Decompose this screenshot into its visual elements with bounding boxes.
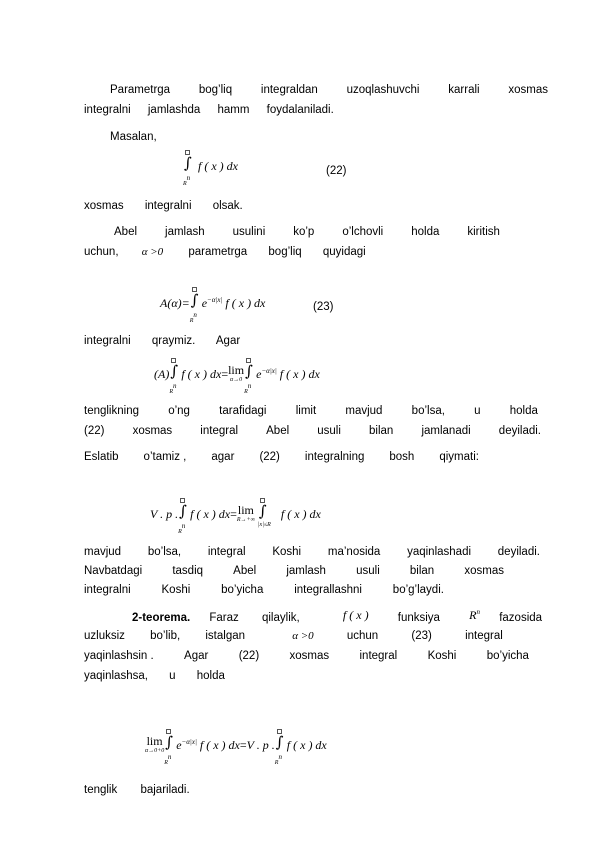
word: u (169, 670, 176, 682)
word: qraymiz. (151, 335, 196, 347)
word: Abel (233, 565, 257, 577)
alpha-condition: α >0 (141, 246, 164, 258)
word: uzoqlashuvchi (346, 84, 420, 96)
limit-operator: lim α→0+0 (145, 734, 165, 754)
equation-abel-limit: (A) ∫ $R^n$ f ( x ) dx=lim α→0 ∫ $R^n$ $e^{-\alpha|x|}$ f ( x ) dx (154, 358, 320, 392)
word: qilaylik, (261, 612, 300, 624)
paragraph-3-line-2 (84, 246, 366, 258)
word: tenglik (84, 784, 118, 796)
exponent: −α|x| (207, 295, 223, 304)
alpha-condition: α >0 (292, 630, 314, 642)
word: integralning (304, 451, 365, 463)
word: Koshi (161, 584, 191, 596)
word: tarafidagi (219, 405, 267, 417)
equation-principal-value: V . p . ∫ $R^n$ f ( x ) dx=lim R→+∞ ∫ |x|≤R f ( x ) dx (150, 498, 321, 532)
word: yaqinlashadi (407, 546, 472, 558)
word: (22) (259, 451, 280, 463)
word: bosh (389, 451, 415, 463)
word: uzluksiz (84, 630, 125, 642)
paragraph-5-line-1 (84, 405, 538, 417)
word: quyidagi (322, 246, 366, 258)
word: yaqinlashsa, (84, 670, 148, 682)
integrand: f ( x ) dx (199, 737, 240, 752)
word: Navbatdagi (84, 565, 143, 577)
word: uchun (346, 630, 379, 642)
word: bilan (409, 565, 435, 577)
word: Koshi (427, 650, 457, 662)
word: qiymati: (439, 451, 479, 463)
word: (23) (411, 630, 432, 642)
equation-abel-equals-vp: lim α→0+0 ∫ $R^n$ $e^{-\alpha|x|}$ f ( x ) dx=V . p . ∫ $R^n$ f ( x ) dx (145, 729, 327, 763)
theorem-line-3 (84, 650, 529, 662)
integral-sign: ∫ |x|≤R (258, 498, 278, 532)
paragraph-3-line-1 (114, 226, 500, 238)
word: xosmas (464, 565, 504, 577)
word: holda (411, 226, 440, 238)
word: o’ng (168, 405, 190, 417)
word: bog’liq (268, 246, 302, 258)
integral-sign: ∫ $R^n$ (169, 358, 181, 392)
word: Abel (114, 226, 138, 238)
lhs: A(α)= (160, 295, 190, 310)
paragraph-2-line-1 (84, 200, 243, 212)
equation-number-22: (22) (326, 165, 347, 177)
word: yaqinlashsin . (84, 650, 154, 662)
equation-23: A(α)= ∫ $R^n$ $e^{-\alpha|x|}$ f ( x ) dx (160, 287, 265, 321)
word: bo’yicha (221, 584, 264, 596)
paragraph-7-line-3 (84, 584, 444, 596)
word: limit (295, 405, 317, 417)
paragraph-1-line-1 (110, 84, 548, 96)
lhs: (A) (154, 366, 170, 381)
integrand: f ( x ) dx (225, 295, 266, 310)
word: integralni (84, 335, 131, 347)
masalan-text: Masalan, (110, 131, 157, 143)
word: bog’liq (198, 84, 233, 96)
theorem-title: 2-teorema. (132, 612, 191, 624)
word: usulini (232, 226, 266, 238)
word: deyiladi. (498, 425, 541, 437)
equation-number-23: (23) (313, 301, 334, 313)
integrand: f ( x ) dx (280, 506, 321, 521)
exponent: −α|x| (181, 737, 197, 746)
word: agar (211, 451, 235, 463)
word: Agar (215, 335, 241, 347)
word: o’tamiz , (143, 451, 187, 463)
word: jamlash (286, 565, 326, 577)
word: mavjud (84, 546, 122, 558)
word: usuli (317, 425, 341, 437)
word: integral (465, 630, 503, 642)
paragraph-7-line-2 (84, 565, 504, 577)
word: jamlash (165, 226, 205, 238)
word: xosmas (508, 84, 548, 96)
integrand: f ( x ) dx (181, 366, 222, 381)
paragraph-3-line-2-rest (188, 246, 365, 258)
word: Faraz (209, 612, 239, 624)
word: tenglikning (84, 405, 139, 417)
paragraph-6-line-1 (84, 451, 479, 463)
word: o’lchovli (342, 226, 384, 238)
word: integralni (84, 104, 131, 116)
word: xosmas (289, 650, 330, 662)
paragraph-7-line-1 (84, 546, 540, 558)
word: tasdiq (172, 565, 204, 577)
theorem-line-4 (84, 670, 225, 682)
limit-operator: lim R→+∞ (236, 503, 255, 523)
word: bo’yicha (486, 650, 529, 662)
function-f-of-x: f ( x ) (342, 608, 369, 622)
word: xosmas (132, 425, 173, 437)
integral-sign: ∫ $R^n$ (244, 358, 256, 392)
word: holda (196, 670, 225, 682)
word: fazosida (499, 612, 543, 624)
word: holda (509, 405, 538, 417)
word: Eslatib (84, 451, 119, 463)
integral-sign: ∫ $R^n$ (183, 150, 195, 184)
word: integral (207, 546, 246, 558)
word: integral (359, 650, 398, 662)
word: bilan (369, 425, 394, 437)
paragraph-8-line-1 (84, 784, 190, 796)
word: istalgan (205, 630, 246, 642)
word: funksiya (397, 612, 440, 624)
word: hamm (217, 104, 250, 116)
theorem-line-2 (84, 630, 503, 642)
integral-sign: ∫ $R^n$ (190, 287, 202, 321)
limit-operator: lim α→0 (228, 363, 245, 383)
exponent: −α|x| (261, 366, 277, 375)
principal-value-label: V . p . (246, 737, 275, 752)
word: bo’lib, (150, 630, 181, 642)
integrand: f ( x ) dx (198, 158, 238, 173)
word: jamlanadi (421, 425, 471, 437)
word: jamlashda (147, 104, 201, 116)
word: bo’lsa, (411, 405, 445, 417)
word: Parametrga (110, 84, 171, 96)
integral-sign: ∫ $R^n$ (275, 729, 287, 763)
word: (22) (84, 425, 105, 437)
integrand: f ( x ) dx (286, 737, 327, 752)
word: xosmas (84, 200, 124, 212)
word: bo’g’laydi. (392, 584, 444, 596)
word: Abel (266, 425, 290, 437)
paragraph-4-line-1 (84, 335, 240, 347)
paragraph-1-line-2 (84, 104, 334, 116)
word: ma’nosida (327, 546, 381, 558)
lhs: V . p . (150, 506, 179, 521)
word: integrallashni (294, 584, 362, 596)
word: bajariladi. (140, 784, 190, 796)
word: bo’lsa, (147, 546, 182, 558)
word: foydalaniladi. (266, 104, 334, 116)
word: integralni (144, 200, 192, 212)
word: integral (200, 425, 239, 437)
word: Agar (184, 650, 209, 662)
word: kiritish (467, 226, 500, 238)
integrand: f ( x ) dx (190, 506, 231, 521)
word: Koshi (272, 546, 302, 558)
word: olsak. (212, 200, 243, 212)
word: mavjud (345, 405, 383, 417)
word: deyiladi. (497, 546, 540, 558)
paragraph-5-line-2 (84, 425, 541, 437)
integral-sign: ∫ $R^n$ (178, 498, 190, 532)
theorem-line-1 (132, 610, 542, 625)
equation-22 (183, 150, 238, 187)
word: ko’p (293, 226, 315, 238)
word: u (474, 405, 481, 417)
word: usuli (356, 565, 380, 577)
word: parametrga (188, 246, 248, 258)
integrand: f ( x ) dx (279, 366, 320, 381)
word: integralni (84, 584, 131, 596)
space-rn: $R^n$ (469, 608, 480, 622)
word: integraldan (260, 84, 318, 96)
word: (22) (238, 650, 260, 662)
word: uchun, (84, 246, 119, 258)
integral-sign: ∫ $R^n$ (164, 729, 176, 763)
word: karrali (448, 84, 480, 96)
